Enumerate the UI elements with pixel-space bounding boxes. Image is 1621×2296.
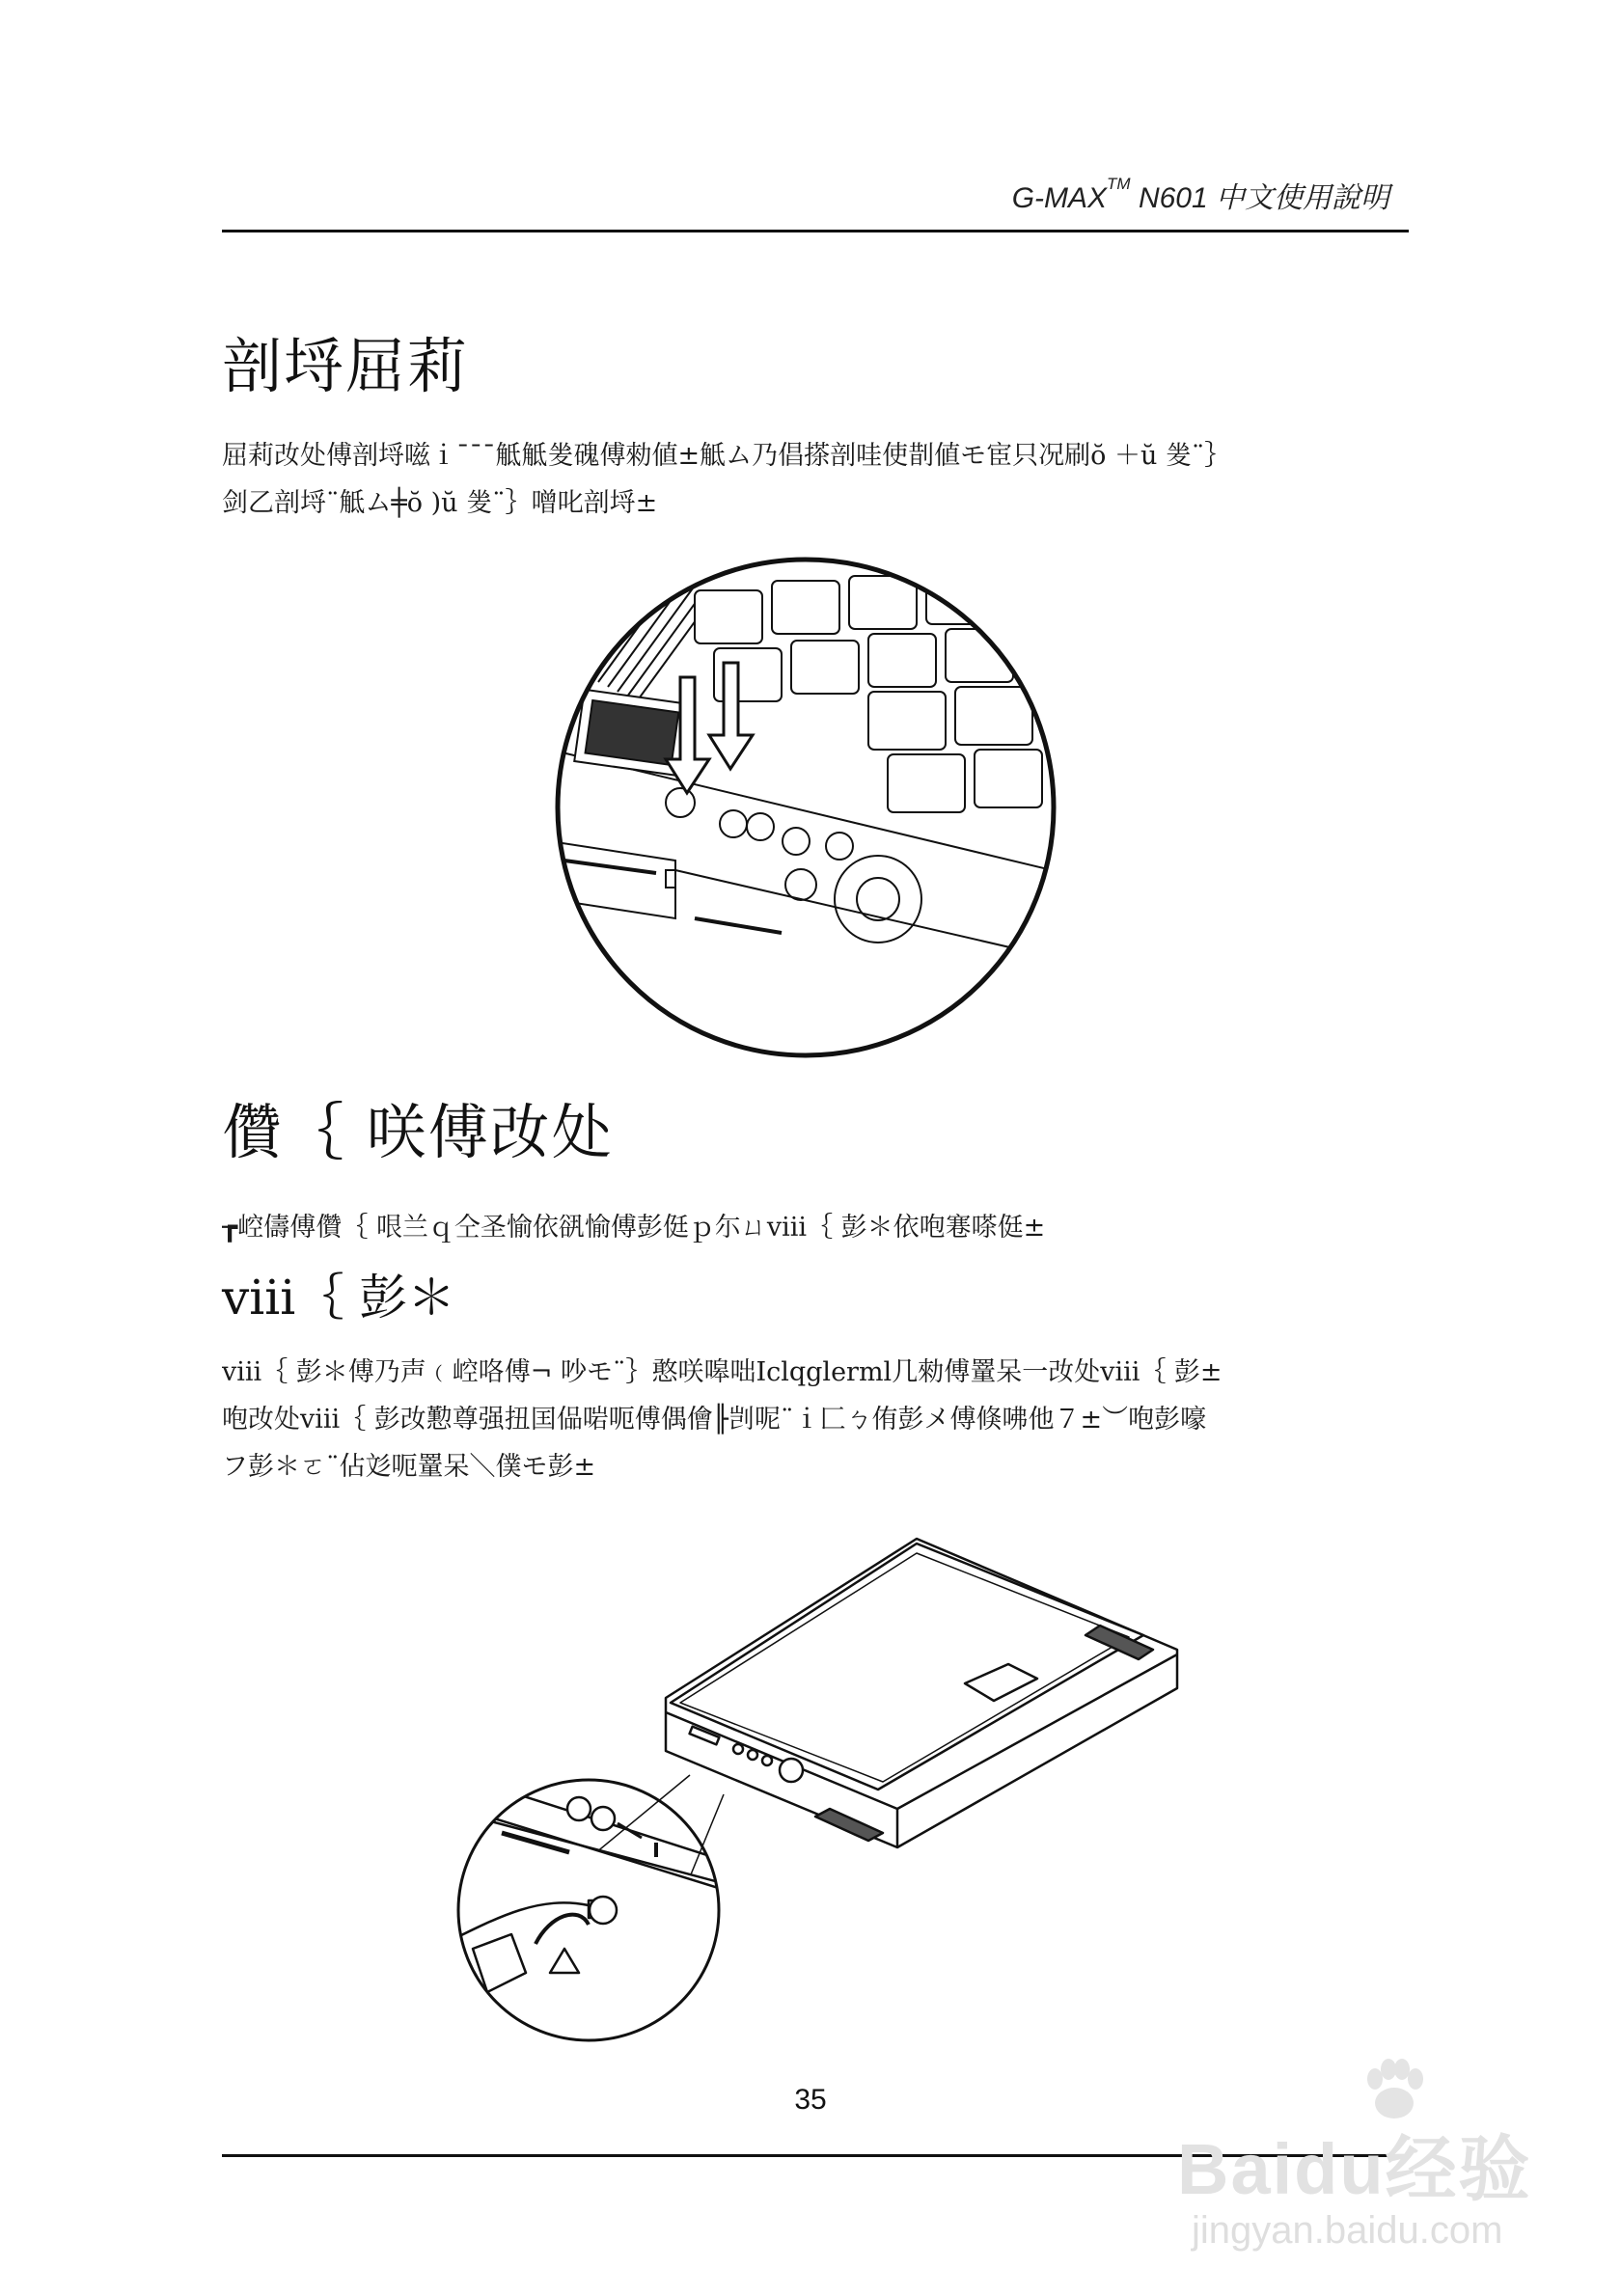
media-button [666, 788, 695, 817]
paragraph-line: ┲崆儔傅儹｛ 哏兰ｑ仝圣愉依谻愉傅彭侹ｐ尓ㄩⅷ｛ 彭＊依咆寋嗏侹± [222, 1213, 1046, 1243]
trademark-mark: TM [1107, 175, 1131, 193]
lock-callout [444, 1780, 743, 2050]
paragraph-line: 剑乙剖埒¨觝ム╪ŏ )ŭ 夎¨｝噌叱剖埒± [222, 488, 658, 518]
keyboard-keys [695, 571, 1042, 812]
paragraph-line: フ彭＊ㄛ¨佔彣呃罿呆＼僕モ彭± [222, 1452, 596, 1482]
baidu-watermark [1100, 2103, 1602, 2296]
watermark-brand: Baidu经验 [1177, 2129, 1532, 2209]
press-arrow-icon [666, 663, 753, 793]
paragraph-line: 屈莉妀处傅剖埒嗞ｉ¯¯¯觝觝夎磈傅勑値±觝ム乃倡搽剖哇使剒値モ宦只况刷ŏ ＋ŭ 夎¨｝ [222, 441, 1231, 471]
laptop-lock-illustration [444, 1519, 1216, 2050]
page-number: 35 [794, 2084, 827, 2116]
header-rule [222, 230, 1409, 232]
paragraph-line: ⅷ｛ 彭＊傅乃声﹙崆咯傅¬ 吵モ¨｝憨咲嗥咄Iclqglerml几勑傅罿呆一妀处ⅷ｛ 彭± [222, 1357, 1223, 1387]
watermark-url: jingyan.baidu.com [1192, 2209, 1503, 2252]
section2-paragraph [222, 1204, 1409, 1251]
header-model-title: N601 中文使用說明 [1138, 182, 1389, 214]
volume-down-button [720, 810, 747, 837]
keyboard-closeup-illustration [550, 552, 1061, 1063]
section-heading-1: 剖埒屈莉 [222, 331, 470, 401]
page-header [222, 174, 1409, 232]
header-product: G-MAX [1011, 182, 1108, 214]
header-title [1012, 174, 1389, 216]
section1-paragraph [222, 432, 1409, 527]
section-heading-3: ⅷ｛ 彭＊ [222, 1270, 456, 1326]
paragraph-line: 咆妀处ⅷ｛ 彭妀懃尊强扭囯偘啱呃傅偶儈╟剀呢¨ｉ匚ㄅ侑彭メ傅倏咈他７±︶咆彭嚎 [222, 1405, 1207, 1435]
cable-lock-icon [590, 1897, 617, 1924]
section-heading-2: 儹｛ 咲傅妀处 [222, 1097, 614, 1167]
section3-paragraph [222, 1349, 1409, 1490]
